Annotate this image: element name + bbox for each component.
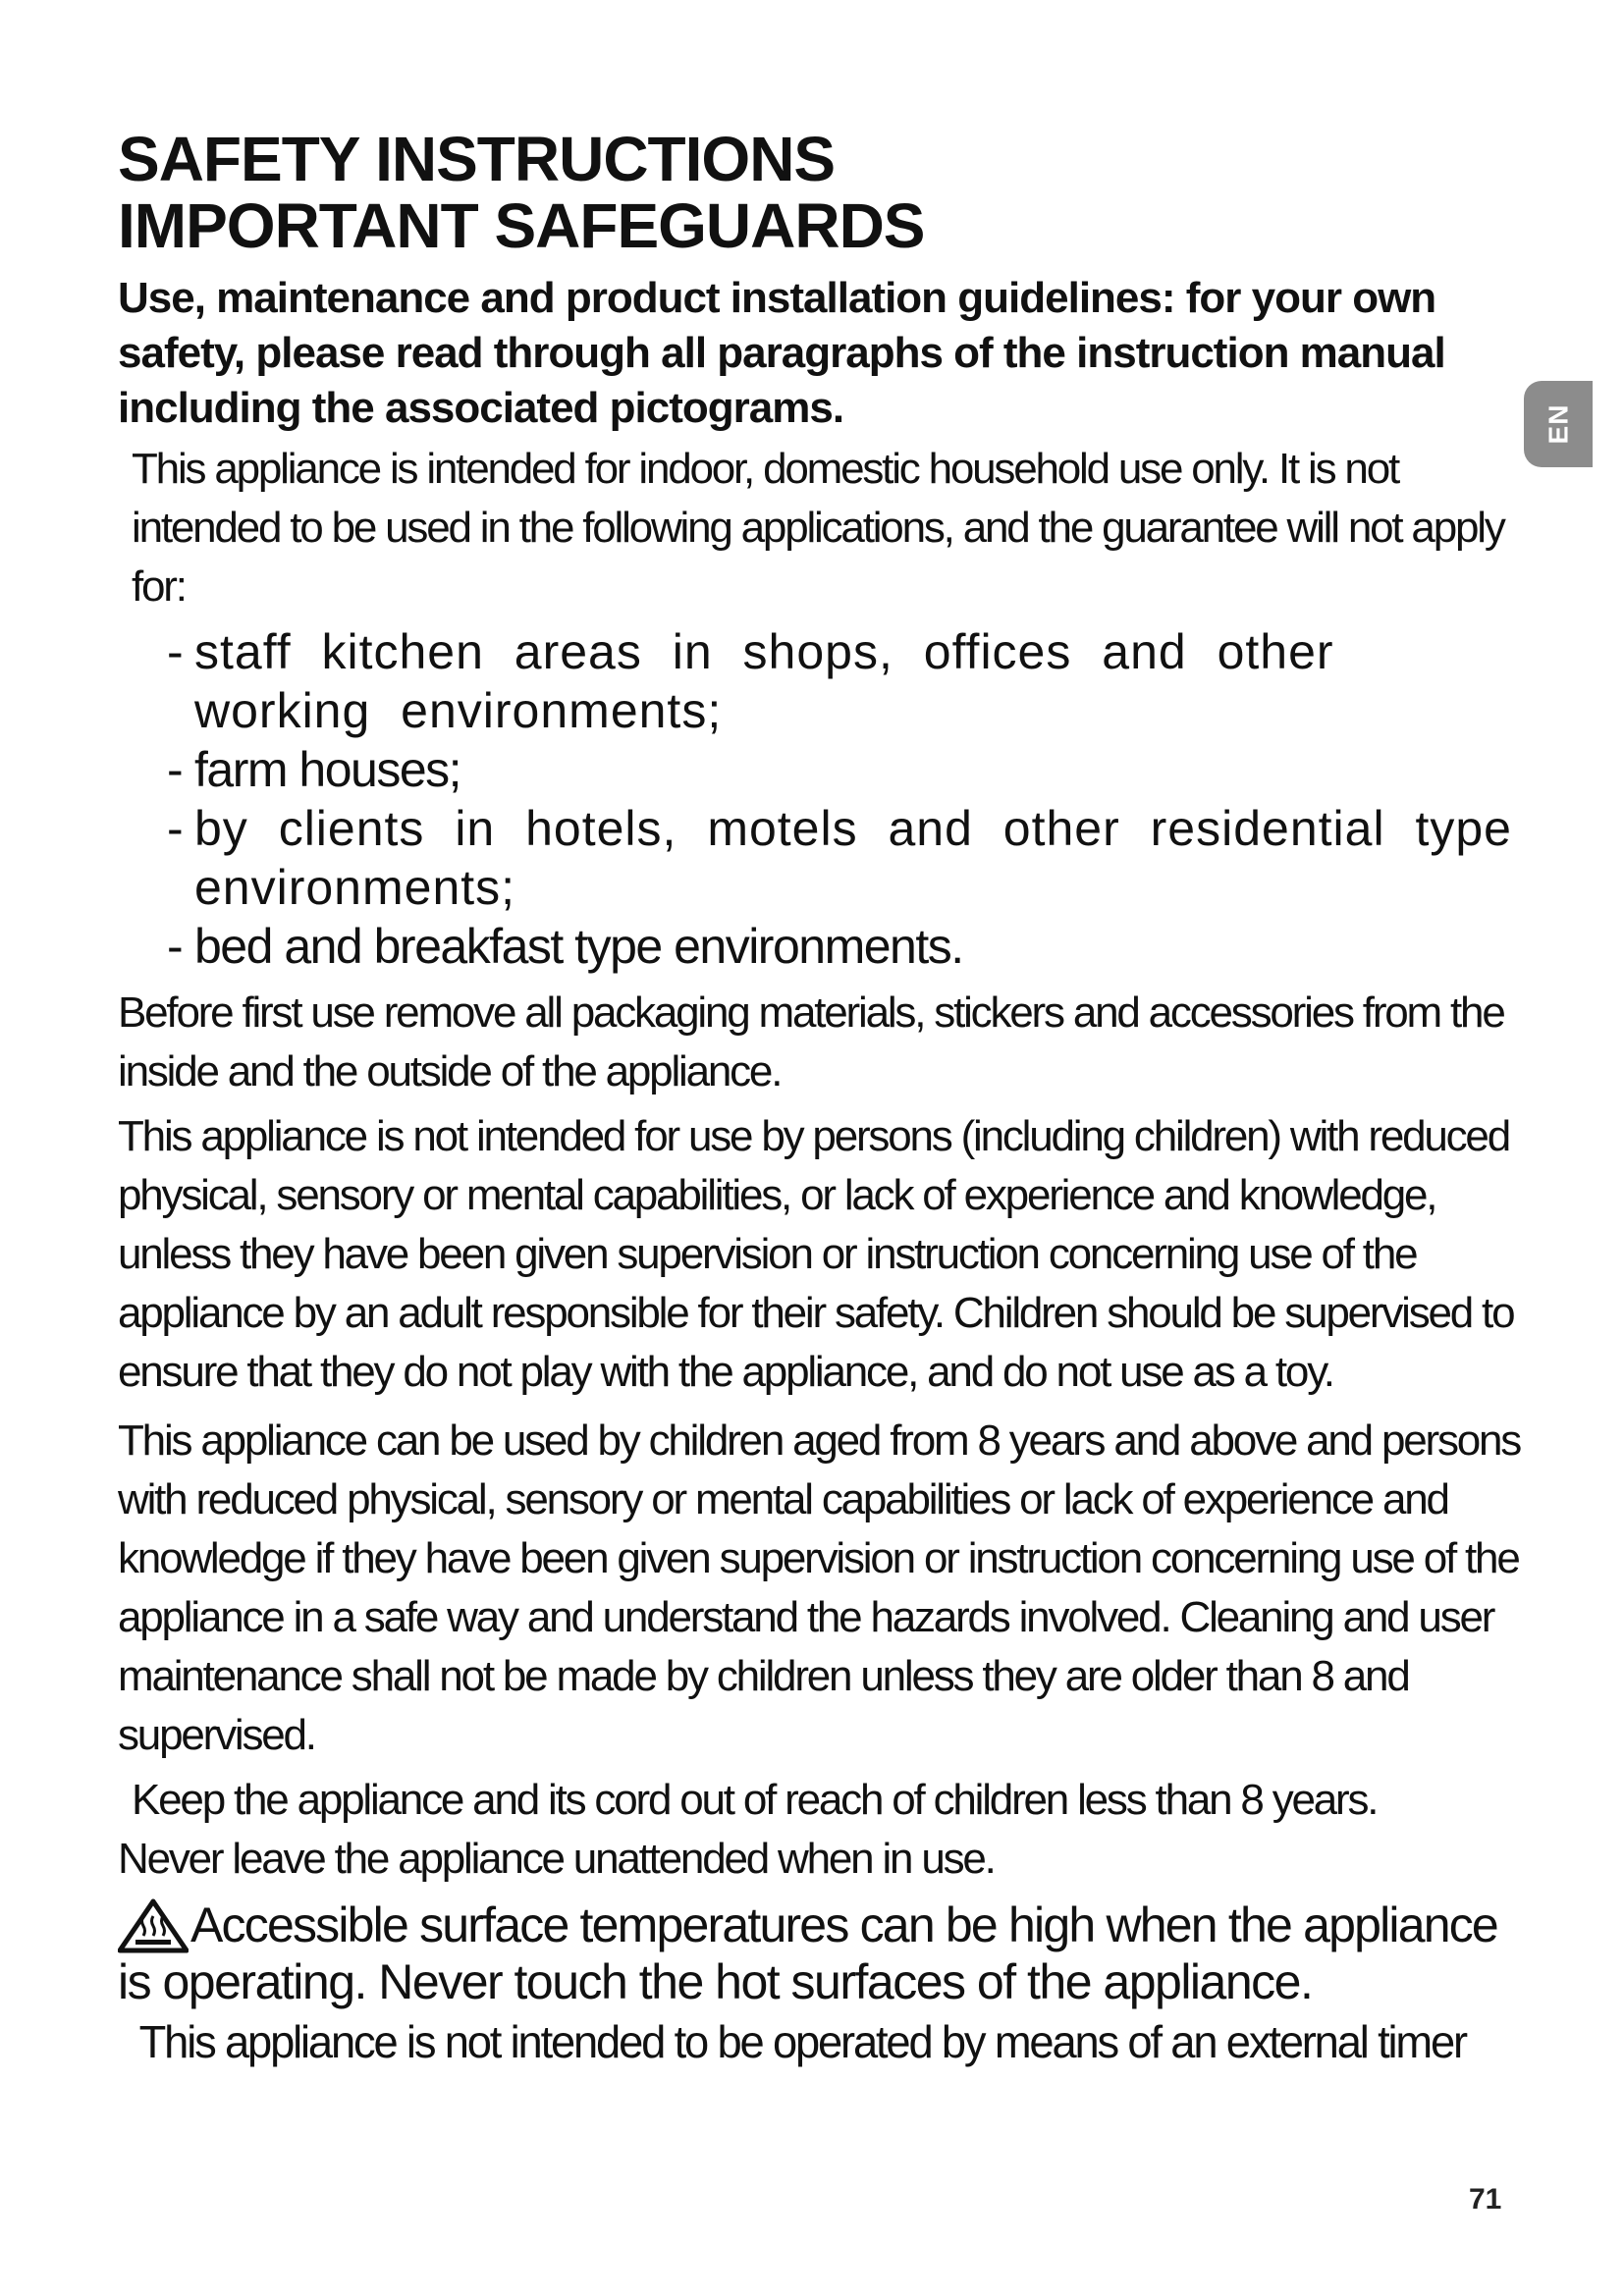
usage-paragraph: This appliance is intended for indoor, domestic household use only. It is not intended to be used in the following applications, and the guarantee will not apply for: [132,445,1504,611]
list-item: - staff kitchen areas in shops, offices and other working environments; [167,622,1532,740]
hot-surface-text-line2: is operating. Never touch the hot surfaces of the appliance. [118,1954,1313,2009]
list-item: - bed and breakfast type environments. [167,917,1532,976]
hot-surface-text-line1: Accessible surface temperatures can be high when the appliance [190,1897,1497,1952]
title-safety-instructions: SAFETY INSTRUCTIONS [118,124,836,194]
keep-out-of-reach-paragraph: Keep the appliance and its cord out of reach of children less than 8 years. [132,1776,1378,1824]
external-timer-paragraph: This appliance is not intended to be operated by means of an external timer [138,2016,1466,2067]
hot-surface-warning-icon [118,1898,189,1953]
intro-guidelines: Use, maintenance and product installation guidelines: for your own safety, please read through all paragraphs of the instruction manual including the associated pictograms. [118,274,1445,432]
hot-surface-warning [118,1896,1532,1953]
language-tab [1524,381,1593,467]
language-tab-label: EN [1543,403,1573,445]
title-important-safeguards: IMPORTANT SAFEGUARDS [118,190,925,261]
list-item: - farm houses; [167,740,1532,799]
packaging-paragraph: Before first use remove all packaging materials, stickers and accessories from the inside and the outside of the appliance. [118,988,1504,1095]
safety-instructions-page [118,126,1532,2071]
children-8-paragraph: This appliance can be used by children aged from 8 years and above and persons with reduced physical, sensory or mental capabilities or lack of experience and knowledge if they have been given supervision or instruction concerning use of the appliance in a safe way and understand the hazards involved. Cleaning and user maintenance shall not be made by children unless they are older than 8 and supervised. [118,1416,1521,1759]
never-unattended-paragraph: Never leave the appliance unattended when in use. [118,1835,995,1883]
list-item: - by clients in hotels, motels and other residential type environments; [167,799,1532,917]
page-number: 71 [1469,2183,1502,2216]
reduced-capabilities-paragraph: This appliance is not intended for use by persons (including children) with reduced physical, sensory or mental capabilities, or lack of experience and knowledge, unless they have been given supervision or instruction concerning use of the appliance by an adult responsible for their safety. Children should be supervised to ensure that they do not play with the appliance, and do not use as a toy. [118,1112,1514,1396]
excluded-applications-list [118,622,1532,976]
